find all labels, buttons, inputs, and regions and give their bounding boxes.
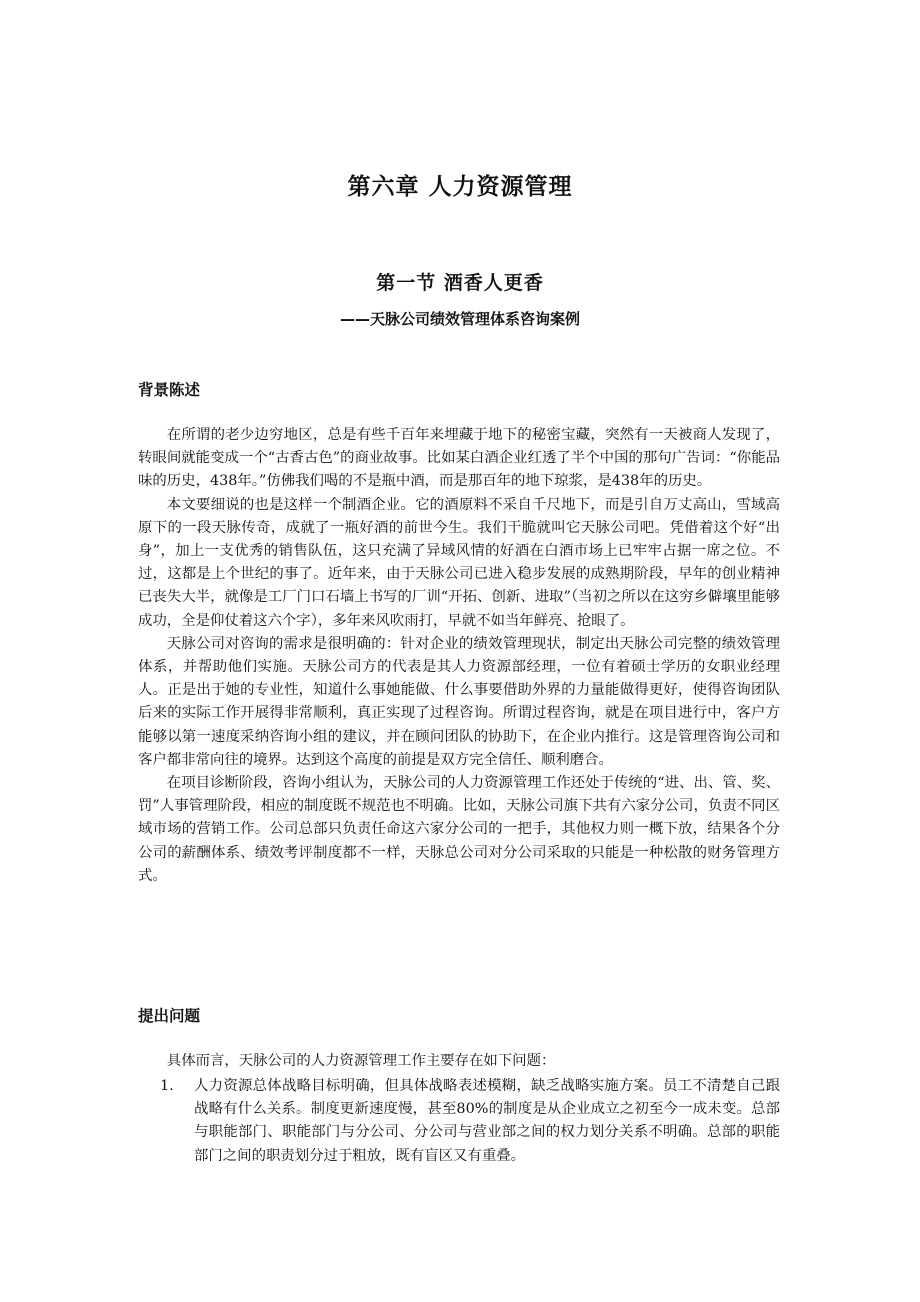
background-paragraph-1: 在所谓的老少边穷地区，总是有些千百年来埋藏于地下的秘密宝藏，突然有一天被商人发现了，转眼间就能变成一个“古香古色”的商业故事。比如某白酒企业红透了半个中国的那句广告词：“你能品味的历史，438年。”仿佛我们喝的不是瓶中酒，而是那百年的地下琼浆，是438年的历史。 [138, 427, 780, 490]
chapter-title: 第六章 人力资源管理 [347, 174, 573, 200]
background-paragraph-3: 天脉公司对咨询的需求是很明确的：针对企业的绩效管理现状，制定出天脉公司完整的绩效管理体系，并帮助他们实施。天脉公司方的代表是其人力资源部经理，一位有着硕士学历的女职业经理人。正是出于她的专业性，知道什么事她能做、什么事要借助外界的力量能做得更好，使得咨询团队后来的实际工作开展得非常顺利，真正实现了过程咨询。所谓过程咨询，就是在项目进行中，客户方能够以第一速度采纳咨询小组的建议，并在顾问团队的协助下，在企业内推行。这是管理咨询公司和客户都非常向往的境界。达到这个高度的前提是双方完全信任、顺利磨合。 [138, 635, 780, 768]
section-subtitle: ——天脉公司绩效管理体系咨询案例 [339, 310, 580, 328]
problem-list [160, 1075, 780, 1168]
section-title: 第一节 酒香人更香 [376, 272, 544, 294]
problems-body [138, 1050, 780, 1073]
problem-item-text: 人力资源总体战略目标明确，但具体战略表述模糊，缺乏战略实施方案。员工不清楚自己跟战略有什么关系。制度更新速度慢，甚至80%的制度是从企业成立之初至今一成未变。总部与职能部门、职能部门与分公司、分公司与营业部之间的权力划分关系不明确。总部的职能部门之间的职责划分过于粗放，既有盲区又有重叠。 [194, 1078, 780, 1164]
background-paragraph-2: 本文要细说的也是这样一个制酒企业。它的酒原料不采自千尺地下，而是引自万丈高山，雪域高原下的一段天脉传奇，成就了一瓶好酒的前世今生。我们干脆就叫它天脉公司吧。凭借着这个好“出身”，加上一支优秀的销售队伍，这只充满了异域风情的好酒在白酒市场上已牢牢占据一席之位。不过，这都是上个世纪的事了。近年来，由于天脉公司已进入稳步发展的成熟期阶段，早年的创业精神已丧失大半，就像是工厂门口石墙上书写的厂训“开拓、创新、进取”（当初之所以在这穷乡僻壤里能够成功，全是仰仗着这六个字），多年来风吹雨打，早就不如当年鲜亮、抢眼了。 [138, 496, 780, 629]
background-body [138, 424, 780, 888]
problem-item-number: 1. [160, 1078, 174, 1094]
background-paragraph-4: 在项目诊断阶段，咨询小组认为，天脉公司的人力资源管理工作还处于传统的“进、出、管、奖、罚”人事管理阶段，相应的制度既不规范也不明确。比如，天脉公司旗下共有六家分公司，负责不同区域市场的营销工作。公司总部只负责任命这六家分公司的一把手，其他权力则一概下放，结果各个分公司的薪酬体系、绩效考评制度都不一样，天脉总公司对分公司采取的只能是一种松散的财务管理方式。 [138, 775, 780, 884]
problems-heading: 提出问题 [138, 1007, 201, 1025]
background-heading: 背景陈述 [138, 381, 201, 399]
problems-intro: 具体而言，天脉公司的人力资源管理工作主要存在如下问题： [166, 1053, 556, 1069]
problem-item [160, 1075, 780, 1168]
